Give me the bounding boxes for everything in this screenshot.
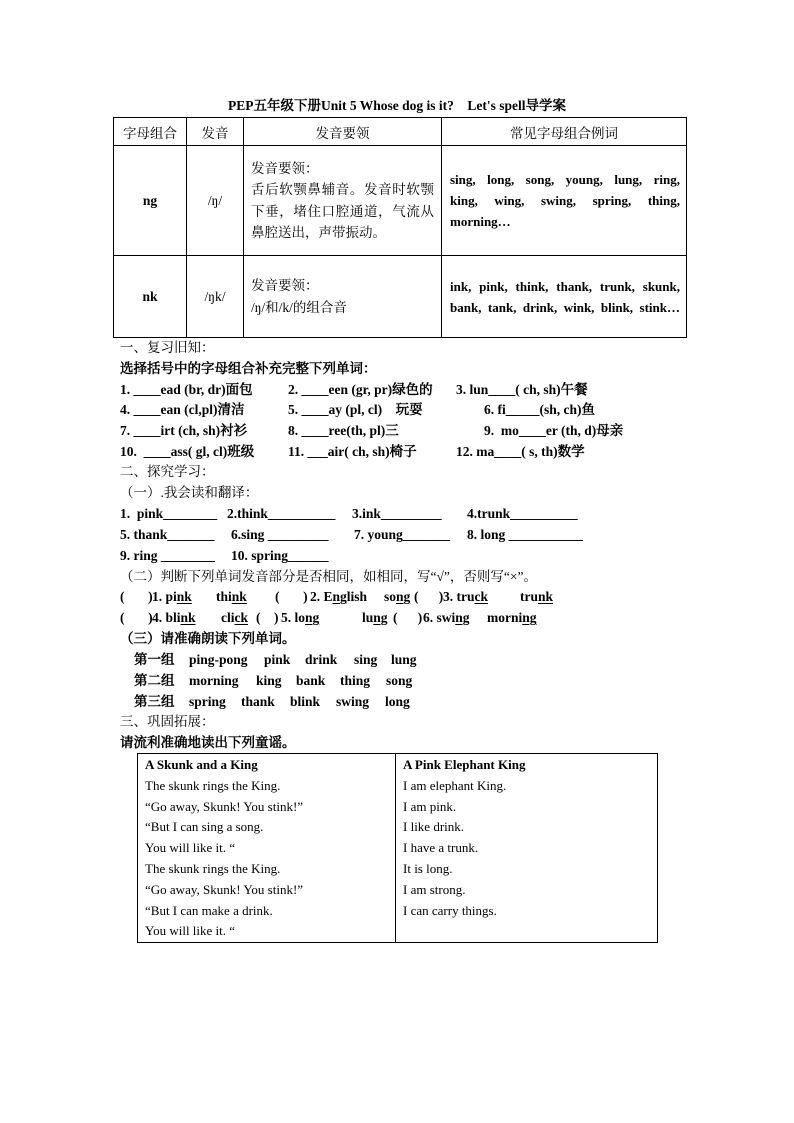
- fill-in-item: 2. ____een (gr, pr)绿色的: [288, 382, 433, 397]
- fill-in-item: 7. ____irt (ch, sh)衬衫: [120, 423, 248, 438]
- word-part: E: [323, 589, 333, 604]
- word-part: morni: [487, 610, 523, 625]
- rhyme-line: You will like it. “: [145, 923, 236, 939]
- rhyme-line: “But I can make a drink.: [145, 902, 273, 918]
- subsection-heading: （三）请准确朗读下列单词。: [120, 631, 296, 646]
- example-line: morning…: [450, 214, 511, 229]
- translate-item: 3.ink_________: [352, 506, 442, 521]
- tip-line: 发音要领：: [251, 278, 319, 294]
- tips-cell: [244, 146, 442, 256]
- word: swing: [336, 694, 370, 709]
- letter-combo: nk: [114, 256, 187, 338]
- fill-in-item: 9. mo____er (th, d)母亲: [484, 423, 624, 438]
- word-part: lu: [362, 610, 374, 625]
- word: thing: [340, 673, 371, 688]
- tip-line: 鼻腔送出，声带振动。: [251, 224, 386, 240]
- header-letter-combo: 字母组合: [114, 118, 187, 146]
- underlined-letters: ng: [332, 589, 347, 604]
- rhyme-title: A Skunk and a King: [145, 757, 258, 772]
- rhyme-left: [138, 754, 396, 943]
- rhyme-line: I like drink.: [403, 819, 465, 835]
- rhyme-line: It is long.: [403, 860, 453, 876]
- rhyme-row: [138, 754, 658, 943]
- word: long: [385, 694, 410, 709]
- judge-word-1: [152, 610, 196, 626]
- rhyme-line: The skunk rings the King.: [145, 860, 281, 876]
- question-number: 5.: [281, 610, 295, 625]
- translate-item: 2.think__________: [227, 506, 336, 521]
- word-part: pi: [165, 589, 177, 604]
- question-number: 6.: [423, 610, 437, 625]
- word: thank: [241, 694, 275, 709]
- judge-word-2: [362, 610, 388, 626]
- examples-cell: [442, 146, 687, 256]
- judge-word-1: [423, 610, 470, 626]
- judge-word-1: [310, 589, 367, 605]
- examples-cell: [442, 256, 687, 338]
- tip-line: /ŋ/和/k/的组合音: [251, 299, 347, 315]
- translate-item: 1. pink________: [120, 506, 218, 521]
- word: ping-pong: [189, 652, 248, 667]
- word: spring: [189, 694, 226, 709]
- rhyme-line: I can carry things.: [403, 902, 497, 918]
- answer-bracket: ( ): [414, 589, 444, 604]
- word: lung: [391, 652, 417, 667]
- word-part: tru: [520, 589, 538, 604]
- translate-item: 4.trunk__________: [467, 506, 578, 521]
- judge-word-2: [384, 589, 410, 605]
- subsection-heading: （一）.我会读和翻译：: [120, 485, 259, 500]
- underlined-letters: nk: [231, 589, 247, 604]
- answer-bracket: ( ): [120, 589, 153, 604]
- rhyme-line: “Go away, Skunk! You stink!”: [145, 798, 304, 814]
- rhyme-title: A Pink Elephant King: [403, 757, 526, 772]
- judge-word-2: [216, 589, 247, 605]
- rhyme-line: “Go away, Skunk! You stink!”: [145, 881, 304, 897]
- word: king: [256, 673, 282, 688]
- tip-line: 舌后软颚鼻辅音。发音时软颚: [251, 182, 434, 198]
- fill-in-item: 8. ____ree(th, pl)三: [288, 423, 399, 438]
- word: blink: [290, 694, 321, 709]
- word: pink: [264, 652, 291, 667]
- rhyme-line: I am elephant King.: [403, 777, 507, 793]
- table-row-ng: [114, 146, 687, 256]
- word-part: lo: [294, 610, 306, 625]
- word: drink: [305, 652, 338, 667]
- word-part: thi: [216, 589, 232, 604]
- word: song: [386, 673, 413, 688]
- header-examples: 常见字母组合例词: [442, 118, 687, 146]
- table-row-nk: [114, 256, 687, 338]
- word-part: swi: [436, 610, 456, 625]
- underlined-letters: ng: [522, 610, 537, 625]
- word: sing: [354, 652, 378, 667]
- rhyme-line: The skunk rings the King.: [145, 777, 281, 793]
- question-number: 4.: [152, 610, 166, 625]
- word: bank: [296, 673, 326, 688]
- subsection-heading: （二）判断下列单词发音部分是否相同，如相同，写“√”，否则写“×”。: [120, 569, 537, 584]
- judge-word-1: [443, 589, 488, 605]
- section-heading: 二、探究学习：: [120, 464, 215, 479]
- word-part: lish: [346, 589, 368, 604]
- word-group-label: 第三组: [134, 694, 175, 709]
- answer-bracket: ( ): [256, 610, 279, 625]
- header-tips: 发音要领: [244, 118, 442, 146]
- underlined-letters: ck: [234, 610, 248, 625]
- underlined-letters: nk: [180, 610, 196, 625]
- word-part: so: [384, 589, 397, 604]
- rhyme-line: You will like it. “: [145, 840, 236, 856]
- translate-item: 7. young_______: [354, 527, 451, 542]
- word: morning: [189, 673, 239, 688]
- underlined-letters: ck: [474, 589, 488, 604]
- judge-word-2: [487, 610, 537, 626]
- underlined-letters: nk: [538, 589, 554, 604]
- answer-bracket: ( ): [275, 589, 308, 604]
- tip-line: 发音要领：: [251, 160, 319, 176]
- tip-line: 下垂，堵住口腔通道，气流从: [251, 203, 434, 219]
- fill-in-item: 11. ___air( ch, sh)椅子: [288, 444, 417, 459]
- word-part: tru: [456, 589, 475, 604]
- rhyme-line: I am strong.: [403, 881, 466, 897]
- underlined-letters: ng: [455, 610, 470, 625]
- fill-in-item: 10. ____ass( gl, cl)班级: [120, 444, 255, 459]
- rhyme-right: [396, 754, 658, 943]
- instruction: 请流利准确地读出下列童谣。: [120, 735, 296, 750]
- phonics-table: [113, 117, 687, 338]
- rhyme-line: I have a trunk.: [403, 840, 479, 856]
- question-number: 3.: [443, 589, 457, 604]
- underlined-letters: ng: [373, 610, 388, 625]
- document-title: PEP五年级下册Unit 5 Whose dog is it? Let's spell导学案: [227, 98, 567, 113]
- fill-in-item: 4. ____ean (cl,pl)清洁: [120, 402, 245, 417]
- fill-in-item: 3. lun____( ch, sh)午餐: [456, 382, 588, 397]
- rhyme-table: [137, 753, 658, 943]
- translate-item: 10. spring______: [231, 548, 329, 563]
- section-heading: 一、复习旧知：: [120, 340, 215, 355]
- word-group-label: 第二组: [134, 673, 175, 688]
- judge-word-2: [221, 610, 248, 626]
- tips-cell: [244, 256, 442, 338]
- translate-item: 8. long ___________: [467, 527, 583, 542]
- translate-item: 5. thank_______: [120, 527, 215, 542]
- header-pronunciation: 发音: [187, 118, 244, 146]
- fill-in-item: 1. ____ead (br, dr)面包: [120, 382, 253, 397]
- instruction: 选择括号中的字母组合补充完整下列单词：: [120, 361, 377, 376]
- question-number: 1.: [152, 589, 166, 604]
- letter-combo: ng: [114, 146, 187, 256]
- translate-item: 6.sing _________: [231, 527, 329, 542]
- word-part: cli: [221, 610, 235, 625]
- fill-in-item: 12. ma____( s, th)数学: [456, 444, 585, 459]
- example-line: ink, pink, think, thank, trunk, skunk,: [450, 278, 680, 294]
- phoneme: /ŋ/: [187, 146, 244, 256]
- underlined-letters: nk: [176, 589, 192, 604]
- judge-word-2: [520, 589, 553, 605]
- fill-in-item: 6. fi_____(sh, ch)鱼: [484, 402, 595, 417]
- translate-item: 9. ring ________: [120, 548, 215, 563]
- table-header-row: [114, 118, 687, 146]
- answer-bracket: ( ): [120, 610, 153, 625]
- underlined-letters: ng: [396, 589, 411, 604]
- judge-word-1: [152, 589, 192, 605]
- judge-word-1: [281, 610, 319, 626]
- answer-bracket: ( ): [393, 610, 423, 625]
- word-part: bli: [165, 610, 181, 625]
- rhyme-line: I am pink.: [403, 798, 457, 814]
- word-group-label: 第一组: [134, 652, 175, 667]
- underlined-letters: ng: [305, 610, 320, 625]
- example-line: sing, long, song, young, lung, ring,: [450, 172, 680, 187]
- question-number: 2.: [310, 589, 324, 604]
- section-heading: 三、巩固拓展：: [120, 714, 215, 729]
- fill-in-item: 5. ____ay (pl, cl) 玩耍: [288, 402, 423, 417]
- phoneme: /ŋk/: [187, 256, 244, 338]
- example-line: bank, tank, drink, wink, blink, stink…: [450, 299, 680, 315]
- example-line: king, wing, swing, spring, thing,: [450, 193, 680, 208]
- rhyme-line: “But I can sing a song.: [145, 819, 264, 835]
